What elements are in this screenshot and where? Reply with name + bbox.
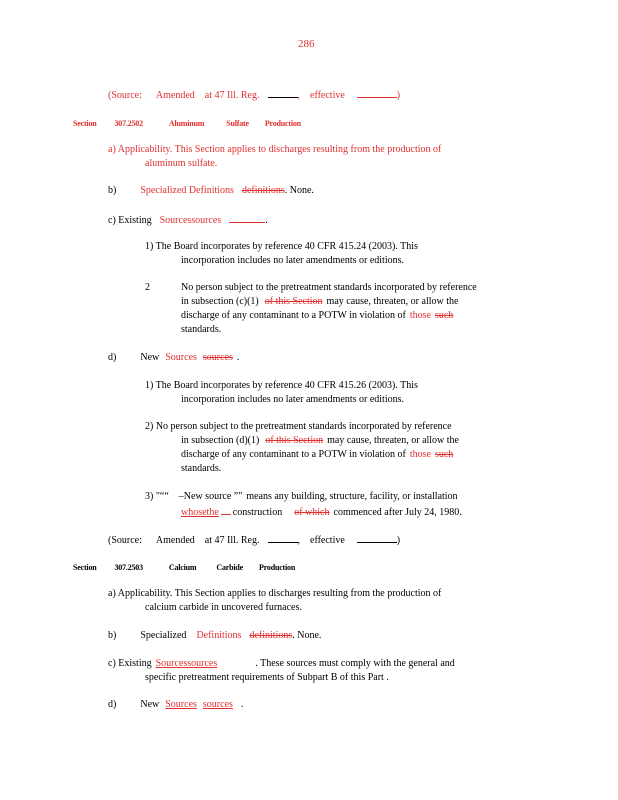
s2502-d1-line1: 1) The Board incorporates by reference 40 CFR 415.26 (2003). This xyxy=(145,380,418,391)
s2503-b: b) Specialized Definitions definitions. None. xyxy=(108,630,322,641)
s2503-a-line1: a) Applicability. This Section applies to discharges resulting from the production of xyxy=(108,588,442,599)
s2502-c2-line3: discharge of any contaminant to a POTW in violation of those such xyxy=(181,310,454,321)
s2502-d1-line2: incorporation includes no later amendments or editions. xyxy=(181,394,404,405)
s2502-c2-line1: No person subject to the pretreatment standards incorporated by reference xyxy=(181,282,477,293)
s2502-d3-line1: 3) "““ –New source ”" means any building, structure, facility, or installation xyxy=(145,491,458,502)
s2502-d2-line1: 2) No person subject to the pretreatment standards incorporated by reference xyxy=(145,421,452,432)
source-note-2: (Source: Amended at 47 Ill. Reg. , effective ) xyxy=(108,535,401,546)
s2502-c2-num: 2 xyxy=(145,282,150,293)
s2502-d3-line2: whosethe construction of which commenced after July 24, 1980. xyxy=(181,507,462,518)
s2502-d2-line3: discharge of any contaminant to a POTW in violation of those such xyxy=(181,449,454,460)
s2502-b: b) Specialized Definitions definitions. None. xyxy=(108,185,314,196)
s2503-d: d) New Sources sources . xyxy=(108,699,244,710)
s2502-c1-line2: incorporation includes no later amendments or editions. xyxy=(181,255,404,266)
effective-blank xyxy=(357,88,397,98)
s2503-c-line2: specific pretreatment requirements of Subpart B of this Part . xyxy=(145,672,389,683)
section-heading-2503: Section 307.2503 Calcium Carbide Production xyxy=(73,563,296,572)
s2502-d2-line4: standards. xyxy=(181,463,222,474)
source-note-1: (Source: Amended at 47 Ill. Reg. , effective ) xyxy=(108,90,401,101)
reg-blank xyxy=(268,88,298,98)
s2503-a-line2: calcium carbide in uncovered furnaces. xyxy=(145,602,302,613)
page-number: 286 xyxy=(298,38,315,50)
s2502-c2-line4: standards. xyxy=(181,324,222,335)
s2502-a-line2: aluminum sulfate. xyxy=(145,158,218,169)
s2502-c1-line1: 1) The Board incorporates by reference 40 CFR 415.24 (2003). This xyxy=(145,241,418,252)
s2502-c2-line2: in subsection (c)(1) of this Section may cause, threaten, or allow the xyxy=(181,296,459,307)
s2503-c-line1: c) Existing Sourcessources . These sources must comply with the general and xyxy=(108,658,455,669)
s2502-d2-line2: in subsection (d)(1) of this Section may cause, threaten, or allow the xyxy=(181,435,459,446)
s2502-a-line1: a) Applicability. This Section applies to discharges resulting from the production of xyxy=(108,144,442,155)
s2502-c: c) Existing Sourcessources . xyxy=(108,215,268,226)
section-heading-2502: Section 307.2502 Aluminum Sulfate Production xyxy=(73,119,301,128)
s2502-d: d) New Sources sources . xyxy=(108,352,240,363)
